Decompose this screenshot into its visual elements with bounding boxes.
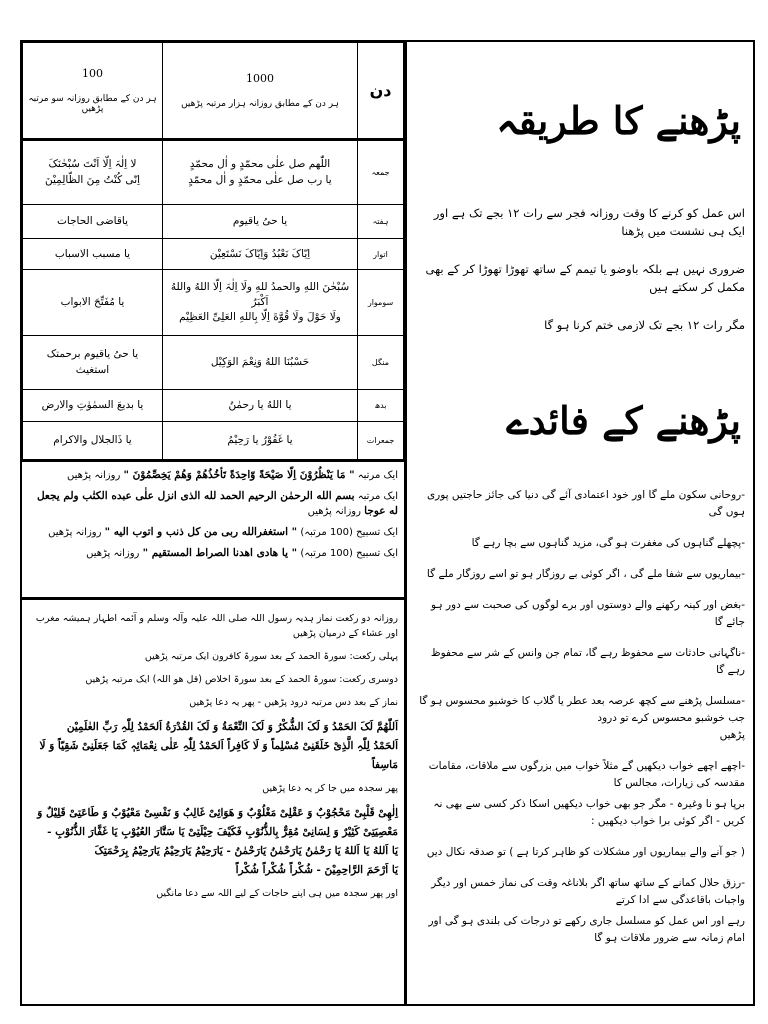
list-item: -بغض اور کینہ رکھنے والے دوستوں اور برے لوگوں کی صحبت سے دور ہو جائے گا [431,599,745,628]
list-item: -اچھے اچھے خواب دیکھیں گے مثلاً خواب میں بزرگوں سے ملاقات، مقامات مقدسہ کی زیارات، مجالس کا [428,760,745,789]
day-cell: منگل [358,335,404,390]
benefits-title: پڑھنے کے فائدے [506,398,741,443]
method-title: پڑھنے کا طریقہ [496,98,741,143]
prayer-intro: روزانہ دو رکعت نماز ہدیہ رسول اللہ صلی اللہ علیہ وآلہ وسلم و آئمہ اطہار ہمیشہ مغرب اور عشاء کے درمیان پڑھیں [35,613,398,639]
wird-1000-cell: یا اللهُ یا رحمٰنُ [163,390,358,422]
method-text: اس عمل کو کرنے کا وقت روزانہ فجر سے رات ۱۲ بجے تک ہے اور ایک ہی نشست میں پڑھنا ضروری نہیں ہے بلکہ باوضو یا تیمم کے ساتھ تھوڑا تھوڑا کر کے بھی مکمل کر سکتے ہیں مگر رات ۱۲ بجے تک لازمی ختم کرنا ہو گا [425,206,745,332]
wird-100-cell: یا ذَالجلال والاکرام [23,422,163,460]
recitation-line: ایک تسبیح (100 مرتبہ) " یا هادی اهدنا الصراط المستقیم " روزانہ پڑھیں [86,547,398,559]
after-prayer-note: نماز کے بعد دس مرتبہ درود پڑھیں - پھر یہ دعا پڑھیں [189,697,398,708]
table-row [23,238,404,270]
wird-1000-cell: یا حیُ یاقیوم [163,205,358,239]
wird-100-cell: یا بدیعَ السمٰوٰتِ والارض [23,390,163,422]
day-cell: ہفتہ [358,205,404,239]
wird-100-cell: یا مسبب الاسباب [23,238,163,270]
list-item: ( جو آنے والے بیماریوں اور مشکلات کو ظاہر کرتا ہے ) تو صدقہ نکال دیں [426,846,745,858]
day-cell: جمعہ [358,139,404,204]
list-item: -بیماریوں سے شفا ملے گی ، اگر کوئی بے روزگار ہو تو اسے روزگار ملے گا [426,568,745,580]
left-column [22,42,407,1004]
schedule-header-row [23,43,404,140]
list-item: -روحانی سکون ملے گا اور خود اعتمادی آئے گی دنیا کی جائز حاجتیں پوری ہوں گی [426,489,745,518]
thousand-column-header: 1000 ہر دن کے مطابق روزانہ ہزار مرتبہ پڑھیں [163,43,358,140]
day-cell: سوموار [358,270,404,335]
second-rakat: دوسری رکعت: سورۃ الحمد کے بعد سورۃ اخلاص (قل ھو اللہ) ایک مرتبہ پڑھیں [85,674,398,685]
list-item: -رزق حلال کمانے کے ساتھ ساتھ اگر بلاناغہ وقت کی نماز خمس اور دیگر واجبات باقاعدگی سے ادا کرتے [431,877,745,906]
recitation-line: ایک مرتبہ بسم الله الرحمٰن الرحیم الحمد لله الذی انزل علٰی عبده الکتٰب ولم یجعل له عوجا روزانہ پڑھیں [36,490,398,517]
list-item: برپا ہو نا وغیرہ - مگر جو بھی خواب دیکھیں اسکا ذکر کسی سے بھی نہ کریں - اگر کوئی برا خواب دیکھیں : [433,798,745,827]
list-item: -مسلسل پڑھنے سے کچھ عرصہ بعد عطر یا گلاب کا خوشبو محسوس ہو گا جب خوشبو محسوس کرے تو درود [419,695,745,724]
recitation-line: ایک تسبیح (100 مرتبہ) " استغفرالله ربی من کل ذنب و اتوب الیه " روزانہ پڑھیں [48,526,398,538]
sajda-note: پھر سجدہ میں جا کر یہ دعا پڑھیں [262,783,398,794]
wird-1000-cell: یا غَفُوْرُ یا رَحِیْمُ [163,422,358,460]
table-row [23,422,404,460]
first-rakat: پہلی رکعت: سورۃ الحمد کے بعد سورۃ کافرون ایک مرتبہ پڑھیں [144,651,398,662]
wird-100-cell: یاقاضی الحاجات [23,205,163,239]
prayer-instructions-box [22,603,404,1008]
list-item: پڑھیں [719,729,745,741]
closing-note: اور پھر سجدہ میں ہی اپنے حاجات کے لیے اللہ سے دعا مانگیں [156,888,398,899]
table-row [23,270,404,335]
table-row [23,139,404,204]
right-column [407,42,753,1004]
wird-1000-cell: اللّٰھم صل علٰی محمّدٍ و اٰل محمّدٍ یا رب صل علٰی محمّدٍ و اٰل محمّدٍ [163,139,358,204]
list-item: رہے اور اس عمل کو مسلسل جاری رکھے تو درجات کی بلندی ہو گی اور امام زمانہ سے ضرور ملاقات ہو گا [428,915,745,944]
daily-recitations-box [22,460,404,600]
day-column-header: دن [358,43,404,140]
wird-100-cell: یا مُفَتِّحَ الابواب [23,270,163,335]
day-cell: جمعرات [358,422,404,460]
wird-1000-cell: سُبْحٰنَ اللهِ والحمدُ للهِ ولَا اِلٰہَ اِلّا اللهُ واللهُ اَکْبَرُ ولَا حَوْلَ ولَا قُوَّةَ اِلّا بِاللهِ العَلِیِّ العَظِیْم [163,270,358,335]
benefits-list [413,487,745,961]
list-item: -ناگہانی حادثات سے محفوظ رہے گا، تمام جن وانس کے شر سے محفوظ رہے گا [430,647,745,676]
benefits-title-wrap [506,398,753,443]
dua-in-sajda: اِلٰھِیْ قَلْبِیْ مَحْجُوْبٌ وَ عَقْلِیْ مَغْلُوْبٌ وَ ھَوَائِیْ غَالِبٌ وَ نَفْسِیْ مَعْیُوْبٌ وَ طَاعَتِیْ قَلِیْلٌ وَ مَعْصِیَتِیْ کَثِیْرٌ وَ لِسَانِیْ مُقِرٌّ بِالذُّنُوْبِ فَکَیْفَ حِیْلَتِیْ یَا سَتَّارَ العُیُوْبِ یَا غَفَّارَ الذُّنُوْبِ - یَا اَللهُ یَا اَللهُ یَا رَحْمٰنُ یَارَحْمٰنُ یَارَحْمٰنُ - یَارَحِیْمُ یَارَحِیْمُ یَارَحِیْمُ بِرَحْمَتِکَ یَا اَرْحَمَ الرَّاحِمِیْنَ - شُکْراً شُکْراً شُکْراً [37,807,398,876]
wird-1000-cell: اِیّاکَ نَعْبُدُ وَاِیّاکَ نَسْتَعِیْن [163,238,358,270]
page-frame [20,40,755,1006]
table-row [23,390,404,422]
hundred-column-header: 100 ہر دن کے مطابق روزانہ سو مرتبہ پڑھیں [23,43,163,140]
recitation-line: ایک مرتبہ " مَا یَنْظُرُوْنَ اِلّا صَیْحَةً وّاحِدَةً تَأخُذُھُمْ وَھُمْ یَخِصِّمُوْنَ " روزانہ پڑھیں [67,469,398,481]
wird-1000-cell: حَسْبُنَا اللهُ وَنِعْمَ الوَکِیْل [163,335,358,390]
list-item: -پچھلے گناہوں کی مغفرت ہو گی، مزید گناہوں سے بچا رہے گا [471,537,745,549]
wird-100-cell: یا حیُ یاقیوم برحمتک استغیث [23,335,163,390]
method-title-wrap [496,98,753,143]
day-cell: بدھ [358,390,404,422]
schedule-table [22,42,404,460]
table-row [23,205,404,239]
wird-100-cell: لا اِلٰہَ اِلّا اَنْتَ سُبْحٰنَکَ اِنّی کُنْتُ مِنَ الظّالِمِیْنَ [23,139,163,204]
table-row [23,335,404,390]
dua-after-prayer: اَللّٰھُمَّ لَکَ الحَمْدُ وَ لَکَ الشُّکْرُ وَ لَکَ النِّعْمَةُ وَ لَکَ القُدْرَةُ اَلحَمْدُ لِلّٰہِ رَبِّ العٰلَمِیْن اَلحَمْدُ لِلّٰہِ الَّذِیْ خَلَقَنِیْ مُسْلِماً وَ لَا کَافِراً اَلحَمْدُ لِلّٰہِ عَلٰی نِعْمَائِہٖ کَمَا جَعَلَنِیْ شَقِیّاً وَ لَا مَاسِفاً [39,721,398,771]
day-cell: اتوار [358,238,404,270]
